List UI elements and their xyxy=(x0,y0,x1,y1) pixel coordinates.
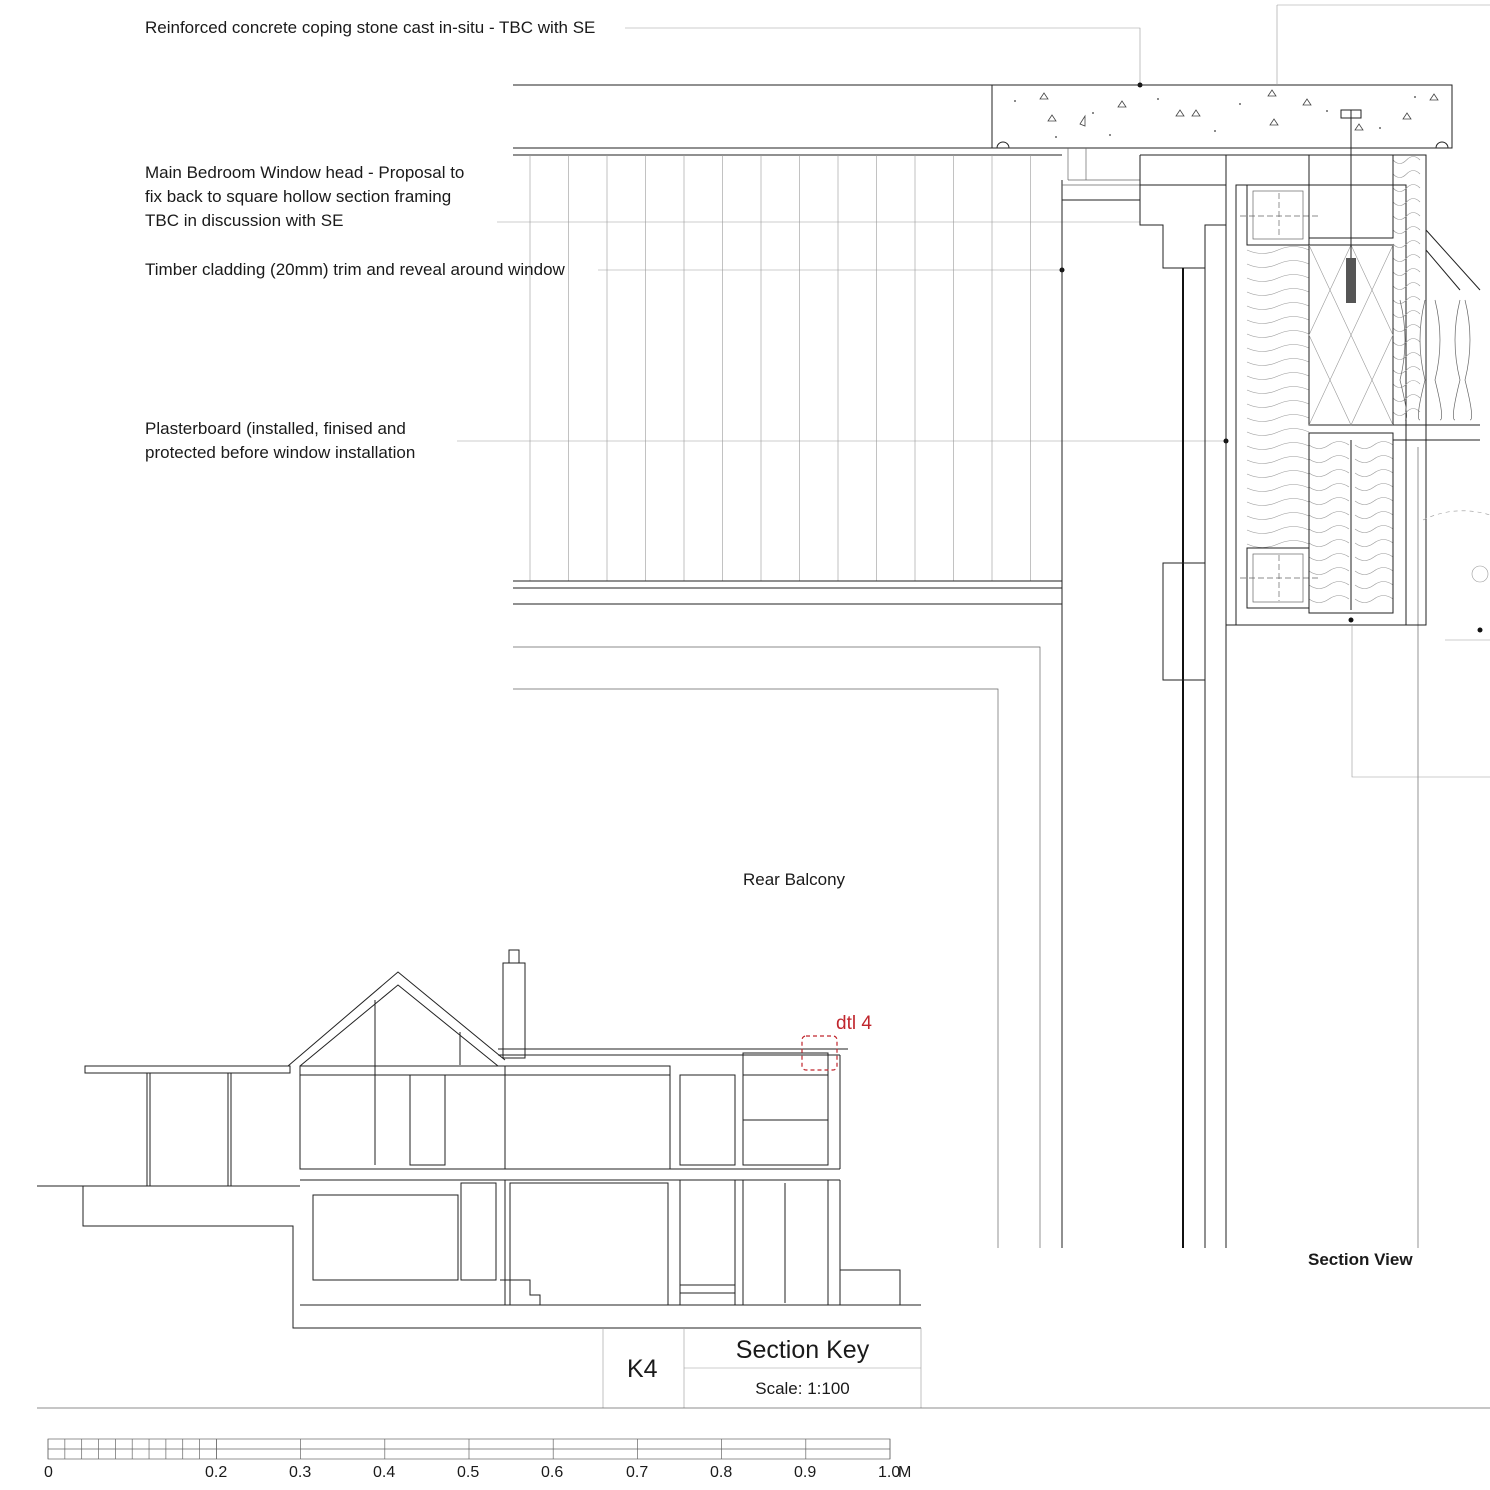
note-coping: Reinforced concrete coping stone cast in-situ - TBC with SE xyxy=(145,18,596,37)
insulation-hatch xyxy=(1309,470,1349,477)
annotation-leaders xyxy=(457,28,1229,444)
note-window-head-line3: TBC in discussion with SE xyxy=(145,211,344,230)
insulation-hatch xyxy=(1355,582,1393,589)
scale-label-0-2: 0.2 xyxy=(205,1464,228,1481)
insulation-hatch xyxy=(1355,484,1393,491)
scale-label-1-0: 1.0 xyxy=(878,1464,901,1481)
insulation-hatch xyxy=(1247,317,1309,324)
insulation-hatch xyxy=(1247,331,1309,338)
scale-label-0-5: 0.5 xyxy=(457,1464,480,1481)
sheet-reference: K4 xyxy=(627,1355,658,1383)
insulation-hatch xyxy=(1247,443,1309,450)
section-key-title: Section Key xyxy=(735,1336,870,1364)
insulation-hatch xyxy=(1247,457,1309,464)
insulation-hatch xyxy=(1309,554,1349,561)
insulation-hatch xyxy=(1247,401,1309,408)
note-window-head-line2: fix back to square hollow section framing xyxy=(145,187,452,206)
insulation-hatch xyxy=(1247,373,1309,380)
insulation-hatch xyxy=(1309,596,1349,603)
insulation-hatch xyxy=(1393,171,1420,178)
insulation-hatch xyxy=(1309,484,1349,491)
insulation-hatch xyxy=(1355,568,1393,575)
insulation-hatch xyxy=(1309,582,1349,589)
insulation-hatch xyxy=(1309,498,1349,505)
scale-label-unit: M xyxy=(898,1464,912,1481)
insulation-hatch xyxy=(1309,456,1349,463)
detail-marker-label: dtl 4 xyxy=(836,1013,872,1034)
insulation-hatch xyxy=(1247,345,1309,352)
insulation-hatch xyxy=(1247,485,1309,492)
label-rear-balcony: Rear Balcony xyxy=(743,870,846,889)
scale-label-0: 0 xyxy=(44,1464,53,1481)
note-plasterboard-line1: Plasterboard (installed, finised and xyxy=(145,419,406,438)
insulation-hatch xyxy=(1355,498,1393,505)
insulation-hatch xyxy=(1355,512,1393,519)
insulation-hatch xyxy=(1247,261,1309,268)
insulation-hatch xyxy=(1247,387,1309,394)
scale-label-0-6: 0.6 xyxy=(541,1464,564,1481)
scale-label-0-9: 0.9 xyxy=(794,1464,817,1481)
insulation-and-shs-framing xyxy=(1226,5,1490,777)
insulation-hatch xyxy=(1247,275,1309,282)
insulation-hatch xyxy=(1309,442,1349,449)
section-key-building xyxy=(37,950,921,1328)
insulation-hatch xyxy=(1247,247,1309,254)
scale-label-0-4: 0.4 xyxy=(373,1464,396,1481)
insulation-hatch xyxy=(1355,596,1393,603)
scale-label-0-7: 0.7 xyxy=(626,1464,649,1481)
window-reveal-lines xyxy=(513,148,1418,1248)
section-key-scale: Scale: 1:100 xyxy=(755,1379,850,1398)
insulation-hatch xyxy=(1247,499,1309,506)
note-plasterboard-line2: protected before window installation xyxy=(145,443,416,462)
insulation-hatch xyxy=(1355,526,1393,533)
insulation-hatch xyxy=(1309,568,1349,575)
insulation-hatch xyxy=(1355,470,1393,477)
insulation-hatch xyxy=(1247,513,1309,520)
insulation-hatch xyxy=(1247,541,1309,548)
insulation-hatch xyxy=(1247,429,1309,436)
note-cladding: Timber cladding (20mm) trim and reveal around window xyxy=(145,260,565,279)
insulation-hatch xyxy=(1309,526,1349,533)
scale-bar xyxy=(48,1439,890,1459)
insulation-hatch xyxy=(1355,456,1393,463)
insulation-hatch xyxy=(1309,512,1349,519)
insulation-hatch xyxy=(1355,540,1393,547)
scale-label-0-3: 0.3 xyxy=(289,1464,312,1481)
insulation-hatch xyxy=(1355,554,1393,561)
insulation-hatch xyxy=(1247,527,1309,534)
scale-label-0-8: 0.8 xyxy=(710,1464,733,1481)
insulation-hatch xyxy=(1355,442,1393,449)
insulation-hatch xyxy=(1247,471,1309,478)
note-window-head-line1: Main Bedroom Window head - Proposal to xyxy=(145,163,465,182)
insulation-hatch xyxy=(1247,415,1309,422)
insulation-hatch xyxy=(1393,157,1420,164)
insulation-hatch xyxy=(1247,289,1309,296)
coping-stone xyxy=(513,85,1452,148)
timber-cladding xyxy=(513,148,1062,604)
label-section-view: Section View xyxy=(1308,1250,1413,1269)
insulation-hatch xyxy=(1309,540,1349,547)
insulation-hatch xyxy=(1247,303,1309,310)
insulation-hatch xyxy=(1247,359,1309,366)
